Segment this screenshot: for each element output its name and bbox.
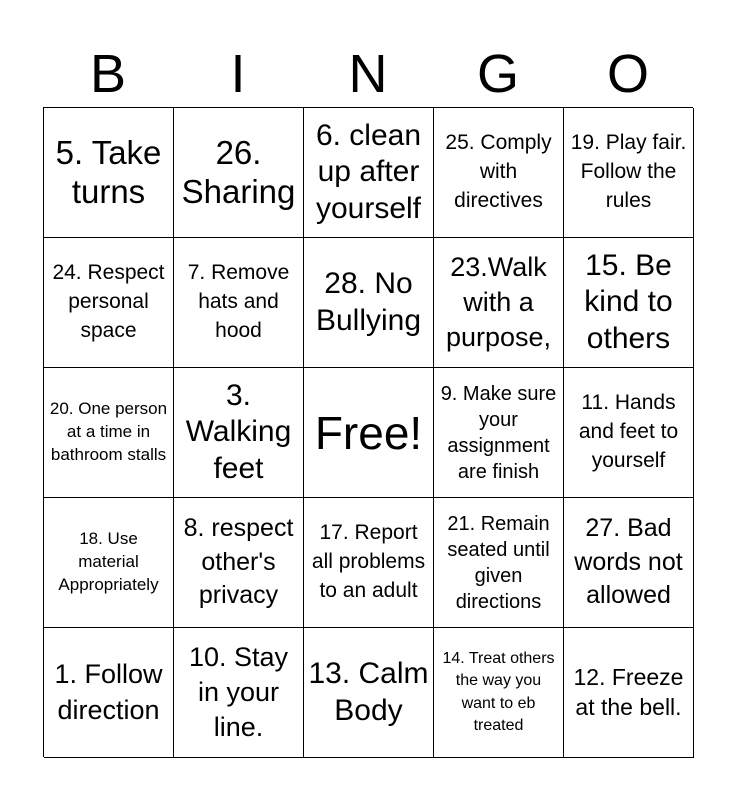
- bingo-cell-r2-c1: [44, 238, 174, 368]
- bingo-cell-r4-c3: [304, 498, 434, 628]
- bingo-header: [43, 42, 693, 106]
- bingo-cell-r1-c1: [44, 108, 174, 238]
- bingo-cell-r3-c5: [564, 368, 694, 498]
- bingo-cell-text: 1. Follow direction: [54, 659, 163, 725]
- bingo-cell-r3-c1: [44, 368, 174, 498]
- bingo-cell-free: [304, 368, 434, 498]
- bingo-cell-r2-c4: [434, 238, 564, 368]
- bingo-cell-text: 7. Remove hats and hood: [187, 261, 290, 342]
- bingo-cell-text: 11. Hands and feet to yourself: [578, 391, 679, 472]
- bingo-cell-r1-c3: [304, 108, 434, 238]
- bingo-cell-text: 6. clean up after yourself: [315, 118, 422, 225]
- free-space-label: Free!: [314, 406, 423, 459]
- header-letter-i: I: [230, 44, 246, 104]
- bingo-card-grid: [43, 107, 693, 757]
- bingo-cell-r2-c3: [304, 238, 434, 368]
- header-letter-o: O: [606, 44, 649, 104]
- bingo-cell-text: 18. Use material Appropriately: [58, 529, 159, 594]
- bingo-cell-text: 3. Walking feet: [185, 378, 292, 485]
- bingo-cell-r5-c5: [564, 628, 694, 758]
- bingo-cell-text: 15. Be kind to others: [584, 248, 673, 355]
- bingo-cell-r4-c2: [174, 498, 304, 628]
- bingo-cell-text: 12. Freeze at the bell.: [573, 664, 684, 720]
- bingo-cell-text: 25. Comply with directives: [445, 131, 552, 212]
- bingo-cell-r3-c2: [174, 368, 304, 498]
- bingo-cell-text: 14. Treat others the way you want to eb treated: [442, 649, 555, 734]
- bingo-cell-r4-c5: [564, 498, 694, 628]
- bingo-cell-r5-c3: [304, 628, 434, 758]
- bingo-cell-text: 13. Calm Body: [308, 656, 429, 727]
- bingo-cell-text: 8. respect other's privacy: [183, 513, 294, 610]
- bingo-cell-text: 28. No Bullying: [315, 266, 422, 337]
- bingo-cell-r5-c2: [174, 628, 304, 758]
- bingo-cell-text: 23.Walk with a purpose,: [445, 251, 552, 353]
- bingo-cell-r5-c1: [44, 628, 174, 758]
- bingo-cell-r4-c4: [434, 498, 564, 628]
- bingo-cell-text: 21. Remain seated until given directions: [447, 512, 550, 613]
- header-letter-g: G: [476, 44, 519, 104]
- bingo-cell-text: 26. Sharing: [181, 133, 296, 210]
- bingo-cell-r5-c4: [434, 628, 564, 758]
- bingo-cell-r1-c2: [174, 108, 304, 238]
- header-letter-n: N: [348, 44, 388, 104]
- bingo-cell-r3-c4: [434, 368, 564, 498]
- bingo-cell-text: 19. Play fair. Follow the rules: [570, 131, 687, 212]
- bingo-cell-text: 5. Take turns: [55, 133, 162, 210]
- bingo-cell-text: 10. Stay in your line.: [188, 641, 289, 743]
- bingo-cell-text: 27. Bad words not allowed: [574, 513, 683, 610]
- bingo-cell-r2-c2: [174, 238, 304, 368]
- bingo-cell-text: 20. One person at a time in bathroom stalls: [49, 399, 168, 464]
- bingo-cell-r1-c4: [434, 108, 564, 238]
- header-letter-b: B: [89, 44, 127, 104]
- bingo-cell-r4-c1: [44, 498, 174, 628]
- bingo-cell-text: 9. Make sure your assignment are finish: [440, 382, 557, 483]
- bingo-cell-r2-c5: [564, 238, 694, 368]
- bingo-cell-text: 17. Report all problems to an adult: [311, 521, 426, 602]
- bingo-cell-r1-c5: [564, 108, 694, 238]
- bingo-cell-text: 24. Respect personal space: [52, 261, 165, 342]
